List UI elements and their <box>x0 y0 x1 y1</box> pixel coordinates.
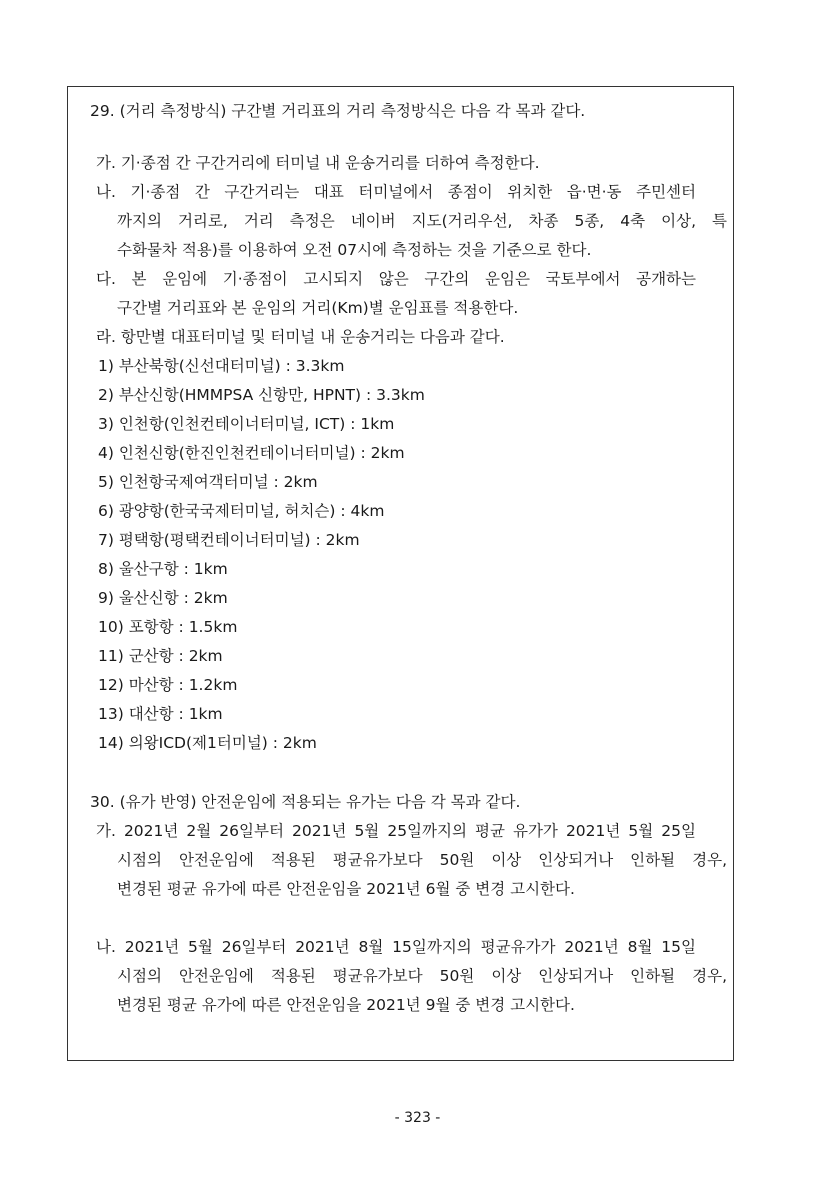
port-list-item: 3) 인천항(인천컨테이너터미널, ICT) : 1km <box>98 415 395 433</box>
section-29-item-da-line2: 구간별 거리표와 본 운임의 거리(Km)별 운임표를 적용한다. <box>117 299 519 317</box>
port-list-item: 10) 포항항 : 1.5km <box>98 618 238 636</box>
section-30-heading: 30. (유가 반영) 안전운임에 적용되는 유가는 다음 각 목과 같다. <box>90 793 521 811</box>
section-29-heading: 29. (거리 측정방식) 구간별 거리표의 거리 측정방식은 다음 각 목과 같다. <box>90 102 586 120</box>
port-list-item: 5) 인천항국제여객터미널 : 2km <box>98 473 318 491</box>
port-list-item: 1) 부산북항(신선대터미널) : 3.3km <box>98 357 345 375</box>
port-list-item: 14) 의왕ICD(제1터미널) : 2km <box>98 734 317 752</box>
section-29-item-na-line1: 나. 기·종점 간 구간거리는 대표 터미널에서 종점이 위치한 읍·면·동 주민센터 <box>96 183 696 201</box>
port-list-item: 13) 대산항 : 1km <box>98 705 223 723</box>
content-box <box>67 86 734 1061</box>
section-30-item-ga-line3: 변경된 평균 유가에 따른 안전운임을 2021년 6월 중 변경 고시한다. <box>117 880 575 898</box>
section-30-item-ga-line2: 시점의 안전운임에 적용된 평균유가보다 50원 이상 인상되거나 인하될 경우, <box>117 851 727 869</box>
section-29-item-ra: 라. 항만별 대표터미널 및 터미널 내 운송거리는 다음과 같다. <box>96 328 505 346</box>
port-list-item: 12) 마산항 : 1.2km <box>98 676 238 694</box>
port-list-item: 11) 군산항 : 2km <box>98 647 223 665</box>
port-list-item: 8) 울산구항 : 1km <box>98 560 228 578</box>
section-30-item-na-line1: 나. 2021년 5월 26일부터 2021년 8월 15일까지의 평균유가가 2021년 8월 15일 <box>96 938 696 956</box>
section-30-item-na-line2: 시점의 안전운임에 적용된 평균유가보다 50원 이상 인상되거나 인하될 경우, <box>117 967 727 985</box>
port-list-item: 7) 평택항(평택컨테이너터미널) : 2km <box>98 531 360 549</box>
port-list-item: 2) 부산신항(HMMPSA 신항만, HPNT) : 3.3km <box>98 386 425 404</box>
port-list-item: 4) 인천신항(한진인천컨테이너터미널) : 2km <box>98 444 405 462</box>
section-30-item-ga-line1: 가. 2021년 2월 26일부터 2021년 5월 25일까지의 평균 유가가 2021년 5월 25일 <box>96 822 696 840</box>
section-30-item-na-line3: 변경된 평균 유가에 따른 안전운임을 2021년 9월 중 변경 고시한다. <box>117 996 575 1014</box>
section-29-item-na-line2: 까지의 거리로, 거리 측정은 네이버 지도(거리우선, 차종 5종, 4축 이상, 특 <box>117 212 727 230</box>
port-list-item: 9) 울산신항 : 2km <box>98 589 228 607</box>
section-29-item-na-line3: 수화물차 적용)를 이용하여 오전 07시에 측정하는 것을 기준으로 한다. <box>117 241 592 259</box>
section-29-item-da-line1: 다. 본 운임에 기·종점이 고시되지 않은 구간의 운임은 국토부에서 공개하는 <box>96 270 696 288</box>
page-number: - 323 - <box>394 1110 441 1126</box>
port-list-item: 6) 광양항(한국국제터미널, 허치슨) : 4km <box>98 502 385 520</box>
section-29-item-ga: 가. 기·종점 간 구간거리에 터미널 내 운송거리를 더하여 측정한다. <box>96 154 540 172</box>
